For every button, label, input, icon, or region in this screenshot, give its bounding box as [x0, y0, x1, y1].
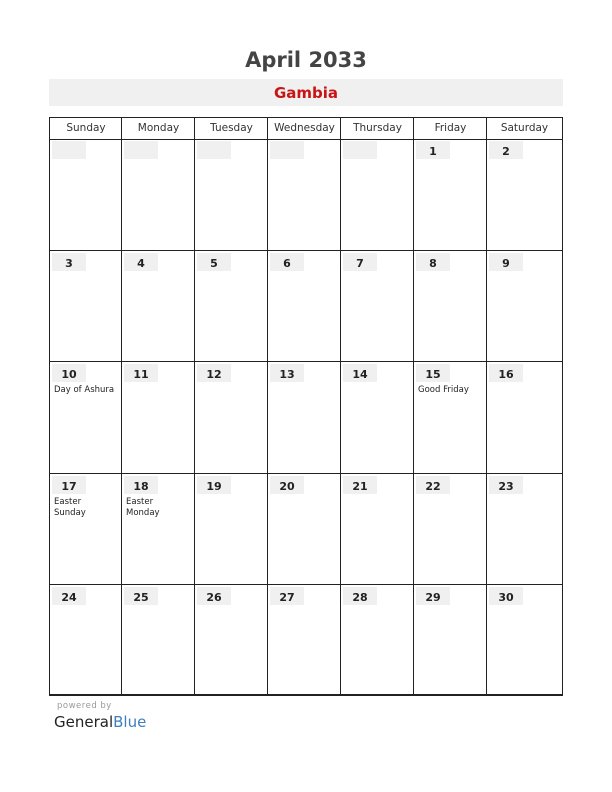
grid-divider	[413, 118, 414, 695]
generalblue-logo[interactable]	[54, 713, 146, 731]
day-cell-9[interactable]	[487, 251, 562, 361]
day-number-box	[416, 141, 450, 159]
day-number: 21	[352, 480, 368, 493]
empty-day-cell	[341, 139, 414, 250]
day-cell-4[interactable]	[122, 251, 195, 361]
day-cell-29[interactable]	[414, 585, 487, 694]
brand-blue: Blue	[113, 713, 147, 731]
grid-divider	[267, 118, 268, 695]
day-cell-17[interactable]	[50, 474, 122, 584]
empty-day-cell	[195, 139, 268, 250]
day-number-box	[52, 253, 86, 271]
weekday-tuesday: Tuesday	[210, 122, 253, 134]
day-cell-30[interactable]	[487, 585, 562, 694]
empty-day-cell	[50, 139, 122, 250]
grid-divider	[194, 118, 195, 695]
day-cell-21[interactable]	[341, 474, 414, 584]
day-number: 10	[61, 368, 77, 381]
day-number: 13	[279, 368, 295, 381]
calendar-grid	[49, 117, 563, 696]
day-number-box	[416, 253, 450, 271]
day-cell-27[interactable]	[268, 585, 341, 694]
country-name: Gambia	[273, 84, 339, 102]
day-cell-3[interactable]	[50, 251, 122, 361]
grid-divider	[121, 118, 122, 695]
day-number: 17	[61, 480, 77, 493]
day-cell-14[interactable]	[341, 362, 414, 473]
weekday-friday: Friday	[434, 122, 467, 134]
day-cell-19[interactable]	[195, 474, 268, 584]
day-number: 18	[133, 480, 149, 493]
day-number-box	[270, 141, 304, 159]
day-cell-28[interactable]	[341, 585, 414, 694]
day-number-box	[270, 253, 304, 271]
weekday-monday: Monday	[137, 122, 180, 134]
day-cell-1[interactable]	[414, 139, 487, 250]
day-number-box	[52, 364, 86, 382]
brand-general: General	[54, 713, 114, 731]
day-cell-22[interactable]	[414, 474, 487, 584]
day-number-box	[489, 253, 523, 271]
day-number: 26	[206, 591, 222, 604]
day-number-box	[124, 141, 158, 159]
day-cell-18[interactable]	[122, 474, 195, 584]
day-number-box	[52, 587, 86, 605]
day-cell-16[interactable]	[487, 362, 562, 473]
day-cell-10[interactable]	[50, 362, 122, 473]
day-number-box	[197, 476, 231, 494]
day-number: 29	[425, 591, 441, 604]
day-cell-5[interactable]	[195, 251, 268, 361]
weekday-wednesday: Wednesday	[274, 122, 335, 134]
day-number: 12	[206, 368, 222, 381]
page-title: April 2033	[245, 48, 367, 72]
day-number-box	[343, 141, 377, 159]
day-number: 25	[133, 591, 149, 604]
day-number: 30	[498, 591, 514, 604]
day-number: 28	[352, 591, 368, 604]
day-number-box	[124, 476, 158, 494]
weekday-saturday: Saturday	[500, 122, 549, 134]
day-cell-8[interactable]	[414, 251, 487, 361]
day-cell-24[interactable]	[50, 585, 122, 694]
day-number: 9	[502, 257, 510, 270]
day-number-box	[197, 364, 231, 382]
day-number: 5	[210, 257, 218, 270]
day-number-box	[270, 587, 304, 605]
day-number: 8	[429, 257, 437, 270]
day-number: 4	[137, 257, 145, 270]
day-number-box	[197, 141, 231, 159]
grid-divider	[486, 118, 487, 695]
day-cell-15[interactable]	[414, 362, 487, 473]
day-number: 6	[283, 257, 291, 270]
day-number-box	[197, 587, 231, 605]
day-number-box	[489, 587, 523, 605]
day-number: 3	[65, 257, 73, 270]
grid-divider	[340, 118, 341, 695]
day-number: 24	[61, 591, 77, 604]
day-number: 19	[206, 480, 222, 493]
day-number-box	[270, 364, 304, 382]
day-number: 16	[498, 368, 514, 381]
powered-by-label: powered by	[57, 701, 112, 711]
empty-day-cell	[268, 139, 341, 250]
day-number: 15	[425, 368, 441, 381]
holiday-label: Easter Monday	[126, 497, 160, 518]
day-number-box	[52, 476, 86, 494]
day-number-box	[343, 253, 377, 271]
weekday-thursday: Thursday	[353, 122, 402, 134]
day-number-box	[489, 141, 523, 159]
holiday-label: Day of Ashura	[54, 385, 115, 395]
holiday-label: Easter Sunday	[54, 497, 86, 518]
day-cell-2[interactable]	[487, 139, 562, 250]
day-number-box	[343, 364, 377, 382]
day-number: 27	[279, 591, 295, 604]
day-cell-11[interactable]	[122, 362, 195, 473]
day-number: 1	[429, 145, 437, 158]
day-number-box	[343, 476, 377, 494]
day-number: 23	[498, 480, 514, 493]
day-number-box	[343, 587, 377, 605]
day-cell-25[interactable]	[122, 585, 195, 694]
holiday-label: Good Friday	[418, 385, 469, 395]
day-number-box	[52, 141, 86, 159]
day-cell-26[interactable]	[195, 585, 268, 694]
day-number: 20	[279, 480, 295, 493]
empty-day-cell	[122, 139, 195, 250]
day-number: 11	[133, 368, 149, 381]
day-cell-23[interactable]	[487, 474, 562, 584]
day-cell-20[interactable]	[268, 474, 341, 584]
day-number-box	[270, 476, 304, 494]
day-number-box	[124, 364, 158, 382]
day-number-box	[416, 587, 450, 605]
day-cell-6[interactable]	[268, 251, 341, 361]
day-cell-7[interactable]	[341, 251, 414, 361]
day-number: 22	[425, 480, 441, 493]
day-cell-13[interactable]	[268, 362, 341, 473]
day-number-box	[124, 253, 158, 271]
day-number-box	[197, 253, 231, 271]
weekday-sunday: Sunday	[66, 122, 106, 134]
day-number-box	[416, 364, 450, 382]
day-cell-12[interactable]	[195, 362, 268, 473]
day-number: 2	[502, 145, 510, 158]
day-number-box	[416, 476, 450, 494]
day-number-box	[124, 587, 158, 605]
day-number-box	[489, 364, 523, 382]
day-number-box	[489, 476, 523, 494]
day-number: 7	[356, 257, 364, 270]
day-number: 14	[352, 368, 368, 381]
